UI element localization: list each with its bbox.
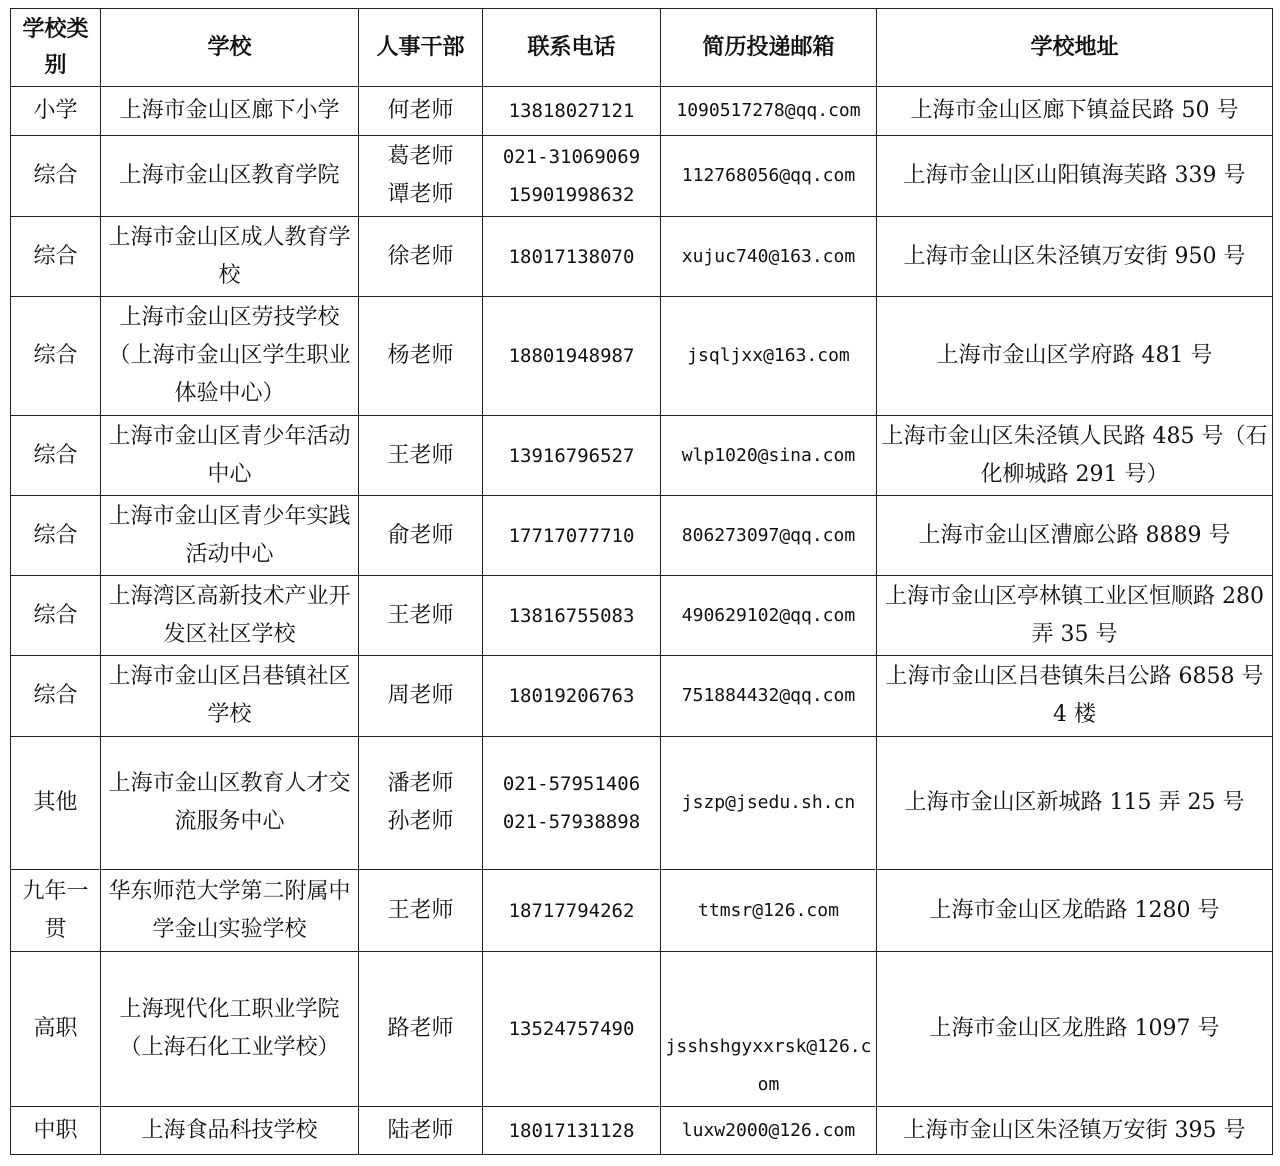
cell-phone: 13818027121 bbox=[483, 87, 661, 136]
cell-email: wlp1020@sina.com bbox=[661, 416, 877, 496]
table-row bbox=[11, 1107, 1273, 1155]
cell-category: 综合 bbox=[11, 576, 101, 656]
cell-phone bbox=[483, 737, 661, 870]
cell-email: jsshshgyxxrsk@126.com bbox=[661, 952, 877, 1107]
cell-email: 1090517278@qq.com bbox=[661, 87, 877, 136]
table-row bbox=[11, 416, 1273, 496]
header-email: 简历投递邮箱 bbox=[661, 9, 877, 87]
cell-category: 综合 bbox=[11, 297, 101, 416]
cell-phone: 18019206763 bbox=[483, 656, 661, 737]
phone-number: 021-57938898 bbox=[502, 811, 641, 833]
phone-number: 15901998632 bbox=[508, 184, 635, 206]
header-phone: 联系电话 bbox=[483, 9, 661, 87]
cell-address: 上海市金山区亭林镇工业区恒顺路 280 弄 35 号 bbox=[877, 576, 1273, 656]
cell-contact: 杨老师 bbox=[359, 297, 483, 416]
cell-school: 上海市金山区教育学院 bbox=[101, 136, 359, 217]
cell-category: 综合 bbox=[11, 656, 101, 737]
cell-phone: 18717794262 bbox=[483, 870, 661, 952]
header-category: 学校类别 bbox=[11, 9, 101, 87]
contact-name: 葛老师 bbox=[387, 144, 454, 169]
cell-category: 中职 bbox=[11, 1107, 101, 1155]
phone-number: 021-31069069 bbox=[502, 146, 641, 168]
cell-address: 上海市金山区龙胜路 1097 号 bbox=[877, 952, 1273, 1107]
cell-phone: 13916796527 bbox=[483, 416, 661, 496]
cell-contact: 王老师 bbox=[359, 870, 483, 952]
cell-email: 806273097@qq.com bbox=[661, 496, 877, 576]
header-row bbox=[11, 9, 1273, 87]
table-row bbox=[11, 136, 1273, 217]
cell-address: 上海市金山区朱泾镇人民路 485 号（石化柳城路 291 号） bbox=[877, 416, 1273, 496]
cell-email: jszp@jsedu.sh.cn bbox=[661, 737, 877, 870]
table-row bbox=[11, 870, 1273, 952]
cell-contact: 周老师 bbox=[359, 656, 483, 737]
cell-contact: 俞老师 bbox=[359, 496, 483, 576]
cell-school: 上海市金山区青少年活动中心 bbox=[101, 416, 359, 496]
header-school: 学校 bbox=[101, 9, 359, 87]
table-row bbox=[11, 496, 1273, 576]
cell-phone: 17717077710 bbox=[483, 496, 661, 576]
cell-contact: 王老师 bbox=[359, 416, 483, 496]
cell-email: jsqljxx@163.com bbox=[661, 297, 877, 416]
cell-contact: 陆老师 bbox=[359, 1107, 483, 1155]
cell-email: xujuc740@163.com bbox=[661, 217, 877, 297]
school-contact-table bbox=[10, 8, 1273, 1155]
table-row bbox=[11, 87, 1273, 136]
table-row bbox=[11, 576, 1273, 656]
cell-school: 上海现代化工职业学院（上海石化工业学校） bbox=[101, 952, 359, 1107]
cell-address: 上海市金山区学府路 481 号 bbox=[877, 297, 1273, 416]
header-contact: 人事干部 bbox=[359, 9, 483, 87]
cell-category: 综合 bbox=[11, 217, 101, 297]
table-row bbox=[11, 297, 1273, 416]
cell-contact: 徐老师 bbox=[359, 217, 483, 297]
cell-phone: 18801948987 bbox=[483, 297, 661, 416]
table-row bbox=[11, 737, 1273, 870]
cell-category: 九年一贯 bbox=[11, 870, 101, 952]
cell-school: 上海市金山区廊下小学 bbox=[101, 87, 359, 136]
cell-address: 上海市金山区漕廊公路 8889 号 bbox=[877, 496, 1273, 576]
cell-address: 上海市金山区新城路 115 弄 25 号 bbox=[877, 737, 1273, 870]
table-row bbox=[11, 217, 1273, 297]
cell-school: 上海食品科技学校 bbox=[101, 1107, 359, 1155]
cell-address: 上海市金山区吕巷镇朱吕公路 6858 号 4 楼 bbox=[877, 656, 1273, 737]
cell-address: 上海市金山区山阳镇海芙路 339 号 bbox=[877, 136, 1273, 217]
cell-address: 上海市金山区龙皓路 1280 号 bbox=[877, 870, 1273, 952]
contact-name: 孙老师 bbox=[387, 809, 454, 834]
cell-address: 上海市金山区廊下镇益民路 50 号 bbox=[877, 87, 1273, 136]
contact-name: 谭老师 bbox=[387, 182, 454, 207]
cell-school: 上海市金山区教育人才交流服务中心 bbox=[101, 737, 359, 870]
cell-phone: 13524757490 bbox=[483, 952, 661, 1107]
cell-phone: 18017131128 bbox=[483, 1107, 661, 1155]
cell-contact: 路老师 bbox=[359, 952, 483, 1107]
cell-school: 华东师范大学第二附属中学金山实验学校 bbox=[101, 870, 359, 952]
contact-name: 潘老师 bbox=[387, 771, 454, 796]
header-address: 学校地址 bbox=[877, 9, 1273, 87]
cell-contact bbox=[359, 136, 483, 217]
cell-category: 综合 bbox=[11, 496, 101, 576]
table-row bbox=[11, 952, 1273, 1107]
cell-school: 上海市金山区成人教育学校 bbox=[101, 217, 359, 297]
cell-contact: 王老师 bbox=[359, 576, 483, 656]
cell-category: 小学 bbox=[11, 87, 101, 136]
cell-school: 上海湾区高新技术产业开发区社区学校 bbox=[101, 576, 359, 656]
cell-category: 综合 bbox=[11, 136, 101, 217]
cell-email: luxw2000@126.com bbox=[661, 1107, 877, 1155]
cell-contact bbox=[359, 737, 483, 870]
cell-contact: 何老师 bbox=[359, 87, 483, 136]
cell-school: 上海市金山区吕巷镇社区学校 bbox=[101, 656, 359, 737]
phone-number: 021-57951406 bbox=[502, 773, 641, 795]
cell-category: 其他 bbox=[11, 737, 101, 870]
cell-address: 上海市金山区朱泾镇万安街 395 号 bbox=[877, 1107, 1273, 1155]
cell-email: ttmsr@126.com bbox=[661, 870, 877, 952]
cell-email: 112768056@qq.com bbox=[661, 136, 877, 217]
cell-school: 上海市金山区劳技学校（上海市金山区学生职业体验中心） bbox=[101, 297, 359, 416]
cell-category: 综合 bbox=[11, 416, 101, 496]
cell-phone: 18017138070 bbox=[483, 217, 661, 297]
cell-address: 上海市金山区朱泾镇万安街 950 号 bbox=[877, 217, 1273, 297]
cell-category: 高职 bbox=[11, 952, 101, 1107]
cell-phone: 13816755083 bbox=[483, 576, 661, 656]
cell-phone bbox=[483, 136, 661, 217]
cell-email: 751884432@qq.com bbox=[661, 656, 877, 737]
cell-school: 上海市金山区青少年实践活动中心 bbox=[101, 496, 359, 576]
table-row bbox=[11, 656, 1273, 737]
cell-email: 490629102@qq.com bbox=[661, 576, 877, 656]
